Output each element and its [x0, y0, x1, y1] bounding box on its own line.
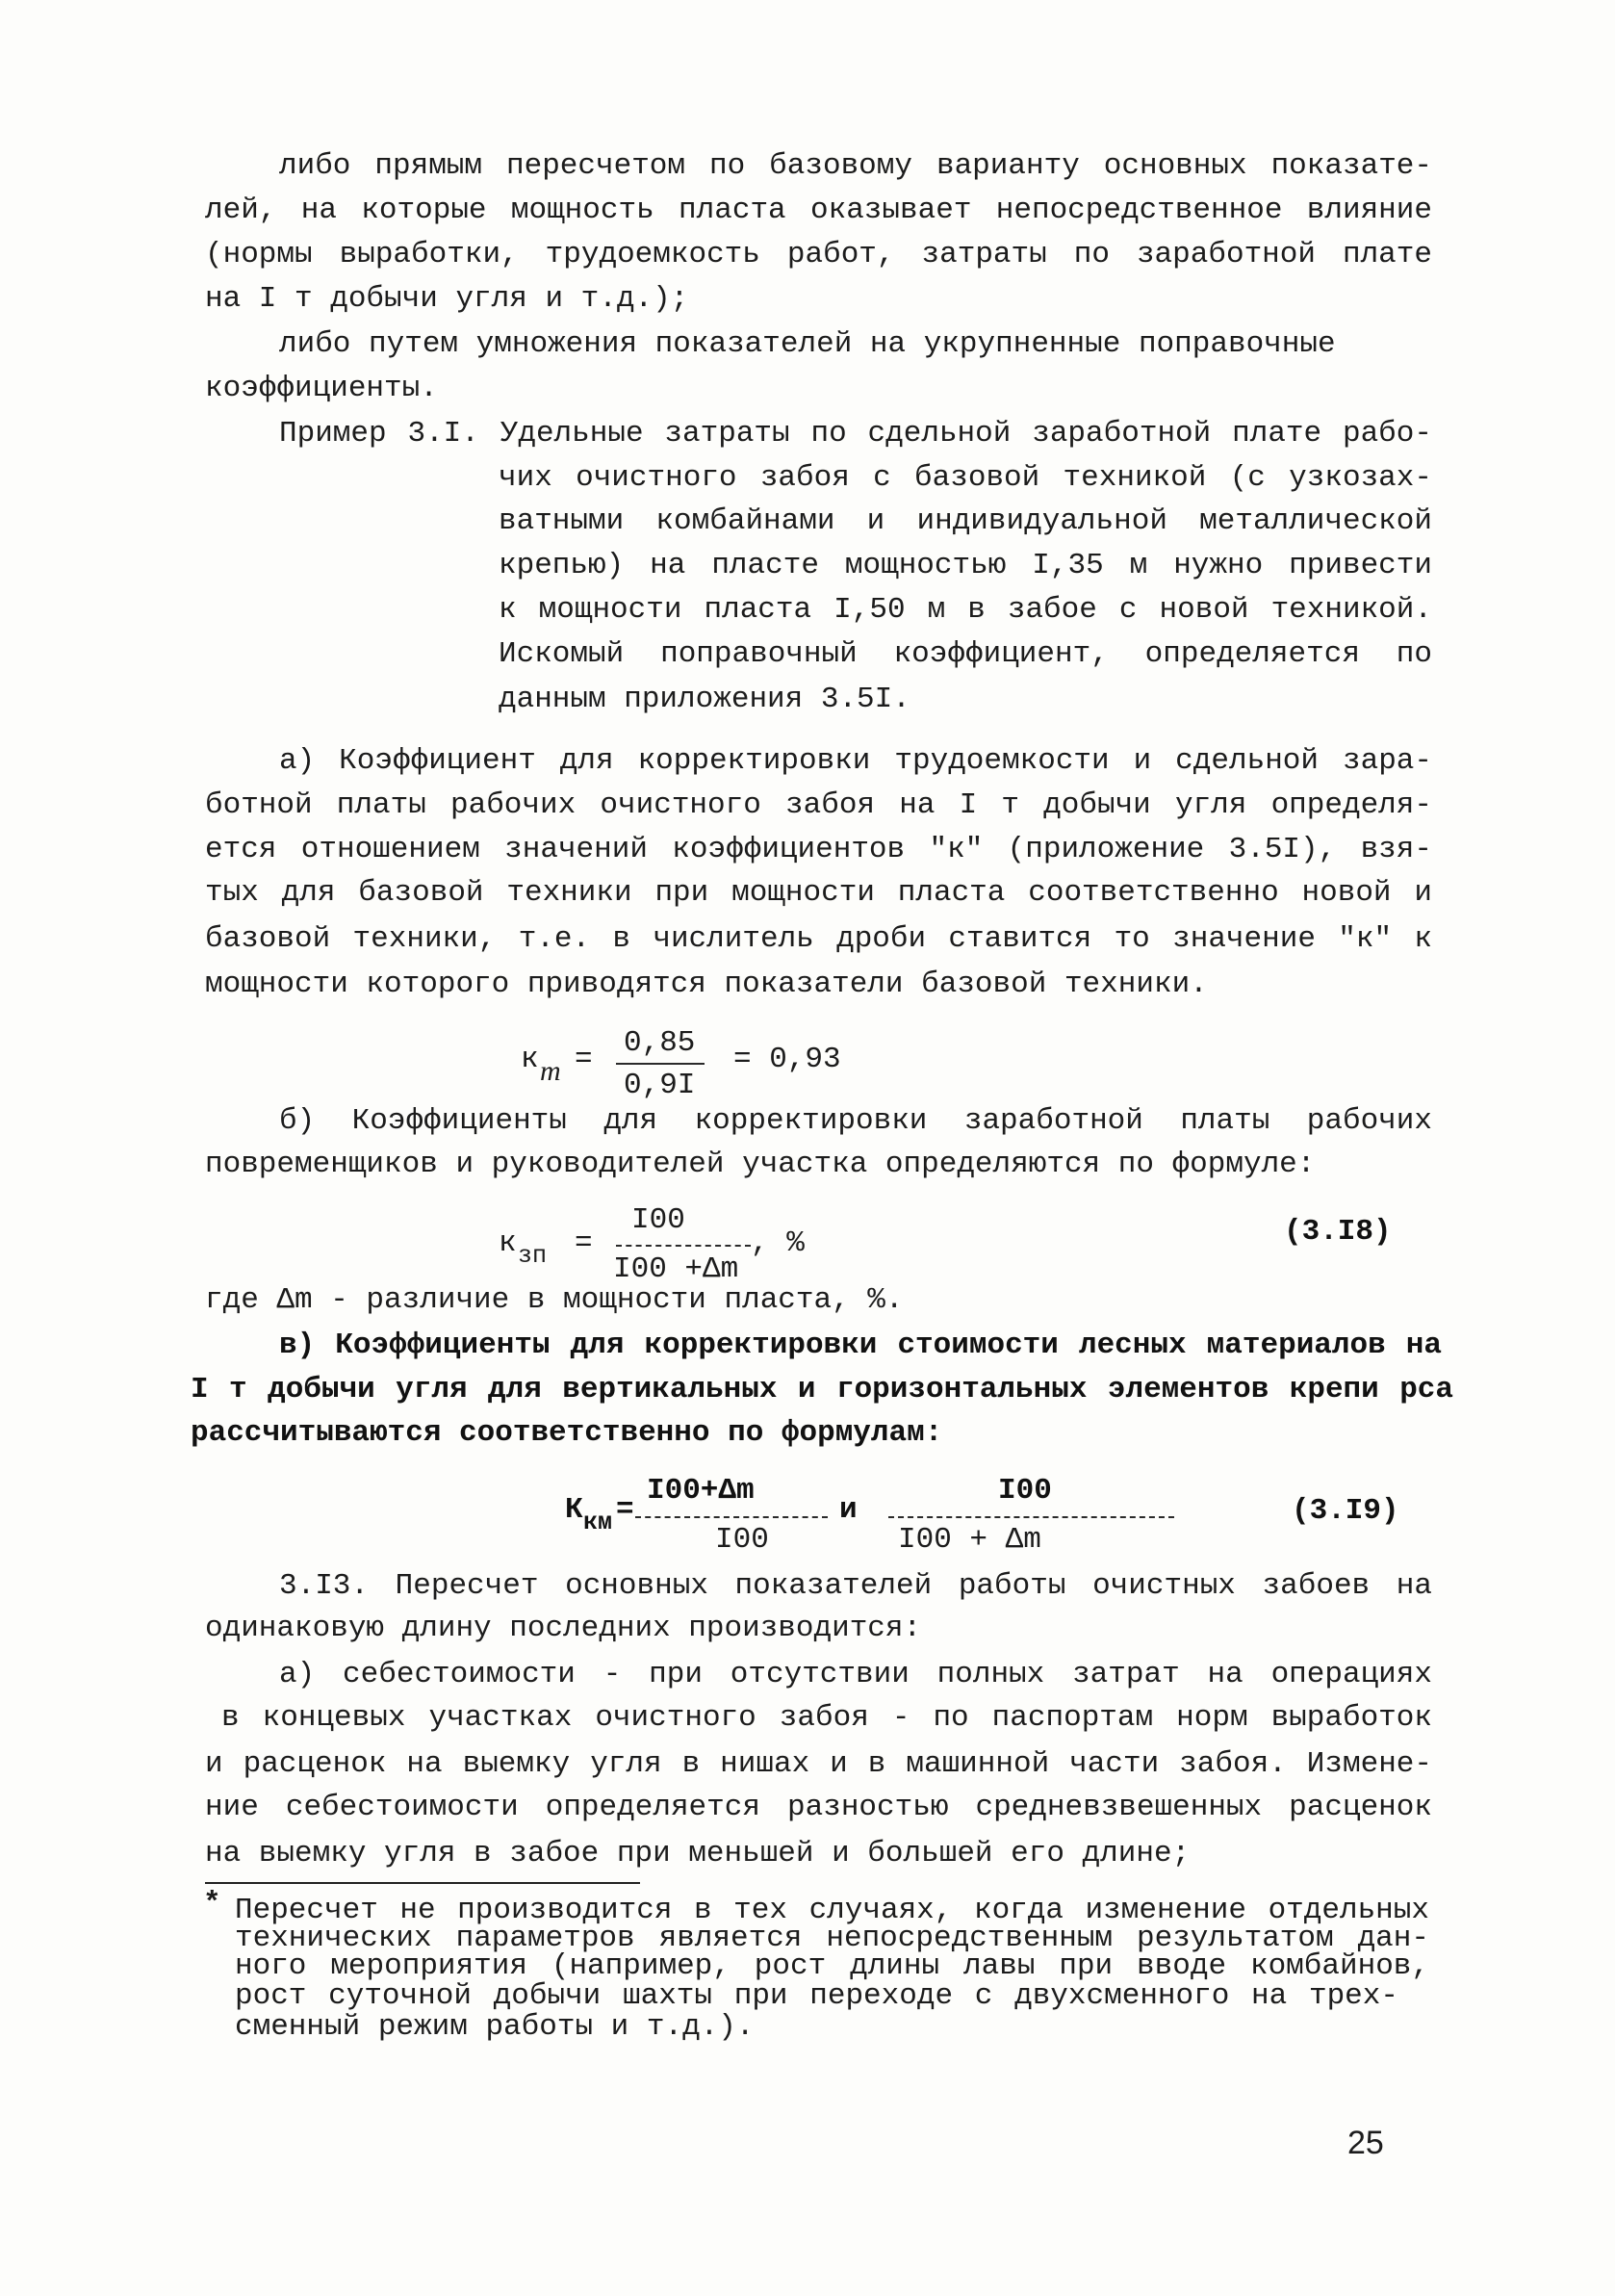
bold-line: в) Коэффициенты для корректировки стоимости лесных материалов на [279, 1329, 1442, 1362]
equation-number: (3.I9) [1292, 1494, 1399, 1528]
example-line: ватными комбайнами и индивидуальной металлической [499, 504, 1432, 538]
equation-number: (3.I8) [1284, 1215, 1392, 1249]
formula-subscript: км [583, 1509, 613, 1536]
formula-subscript: зп [518, 1242, 548, 1270]
body-line: в концевых участках очистного забоя - по паспортам норм выработок [221, 1701, 1432, 1735]
footnote-line: рост суточной добычи шахты при переходе с двухсменного на трех- [235, 1979, 1398, 2013]
body-line: тых для базовой техники при мощности пласта соответственно новой и [205, 876, 1432, 910]
fraction-denominator: I00 + Δm [898, 1523, 1041, 1557]
fraction-denominator: 0,9I [624, 1069, 696, 1102]
body-line: ние себестоимости определяется разностью средневзвешенных расценок [205, 1791, 1432, 1824]
body-line: либо путем умножения показателей на укрупненные поправочные [279, 327, 1336, 361]
body-line: ботной платы рабочих очистного забоя на I т добычи угля определя- [205, 788, 1432, 822]
formula-equals: = [575, 1226, 593, 1260]
formula-suffix: , % [751, 1226, 805, 1260]
fraction-bar [888, 1516, 1174, 1518]
body-line: ется отношением значений коэффициентов "к" (приложение 3.5I), взя- [205, 833, 1432, 866]
body-line: коэффициенты. [205, 372, 438, 405]
body-line: базовой техники, т.е. в числитель дроби ставится то значение "к" к [205, 922, 1432, 956]
fraction-bar [616, 1063, 705, 1065]
example-line: крепью) на пласте мощностью I,35 м нужно привести [499, 549, 1432, 582]
body-line: (нормы выработки, трудоемкость работ, затраты по заработной плате [205, 238, 1432, 271]
body-line: одинаковую длину последних производится: [205, 1612, 922, 1645]
formula-conjunction: и [839, 1493, 858, 1527]
formula-subscript: m [540, 1055, 561, 1087]
footnote-line: ного мероприятия (например, рост длины лавы при вводе комбайнов, [235, 1949, 1429, 1983]
body-line: на I т добычи угля и т.д.); [205, 282, 689, 316]
body-line: 3.I3. Пересчет основных показателей работы очистных забоев на [279, 1569, 1432, 1603]
fraction-bar [635, 1516, 828, 1518]
body-line: где Δm - различие в мощности пласта, %. [205, 1283, 904, 1317]
fraction-denominator: I00 +Δm [613, 1252, 739, 1286]
bold-line: рассчитываются соответственно по формулам: [191, 1416, 943, 1450]
bold-line: I т добычи угля для вертикальных и горизонтальных элементов крепи рса [191, 1373, 1453, 1406]
footnote-line: сменный режим работы и т.д.). [235, 2010, 755, 2044]
body-line: б) Коэффициенты для корректировки заработной платы рабочих [279, 1104, 1432, 1138]
fraction-denominator: I00 [715, 1523, 769, 1557]
formula-equals: = [575, 1043, 593, 1076]
fraction-numerator: 0,85 [624, 1026, 696, 1060]
body-line: мощности которого приводятся показатели базовой техники. [205, 967, 1208, 1001]
footnote-line: Пересчет не производится в тех случаях, когда изменение отдельных [235, 1894, 1429, 1927]
body-line: а) себестоимости - при отсутствии полных затрат на операциях [279, 1658, 1432, 1691]
body-line: и расценок на выемку угля в нишах и в машинной части забоя. Измене- [205, 1747, 1432, 1781]
example-line: Пример 3.I. Удельные затраты по сдельной заработной плате рабо- [279, 417, 1432, 451]
body-line: а) Коэффициент для корректировки трудоемкости и сдельной зара- [279, 744, 1432, 778]
formula-symbol: К [565, 1493, 583, 1527]
formula-symbol: к [521, 1043, 539, 1076]
fraction-numerator: I00 [998, 1474, 1052, 1508]
body-line: повременщиков и руководителей участка определяются по формуле: [205, 1148, 1316, 1181]
example-line: к мощности пласта I,50 м в забое с новой техникой. [499, 593, 1432, 627]
formula-symbol: к [499, 1226, 517, 1260]
body-line: на выемку угля в забое при меньшей и большей его длине; [205, 1837, 1191, 1870]
formula-result: = 0,93 [733, 1043, 841, 1076]
footnote-divider [205, 1882, 640, 1884]
example-line: чих очистного забоя с базовой техникой (с узкозах- [499, 461, 1432, 495]
page-number: 25 [1347, 2125, 1384, 2161]
footnote-marker: * [203, 1887, 221, 1921]
fraction-numerator: I00 [631, 1203, 685, 1237]
body-line: либо прямым пересчетом по базовому варианту основных показате- [279, 149, 1432, 183]
footnote-line: технических параметров является непосредственным результатом дан- [235, 1922, 1429, 1955]
body-line: лей, на которые мощность пласта оказывает непосредственное влияние [205, 193, 1432, 227]
fraction-numerator: I00+Δm [647, 1474, 755, 1508]
formula-equals: = [616, 1493, 634, 1527]
example-line: данным приложения 3.5I. [499, 683, 910, 716]
fraction-bar [616, 1245, 751, 1247]
example-line: Искомый поправочный коэффициент, определяется по [499, 637, 1432, 671]
